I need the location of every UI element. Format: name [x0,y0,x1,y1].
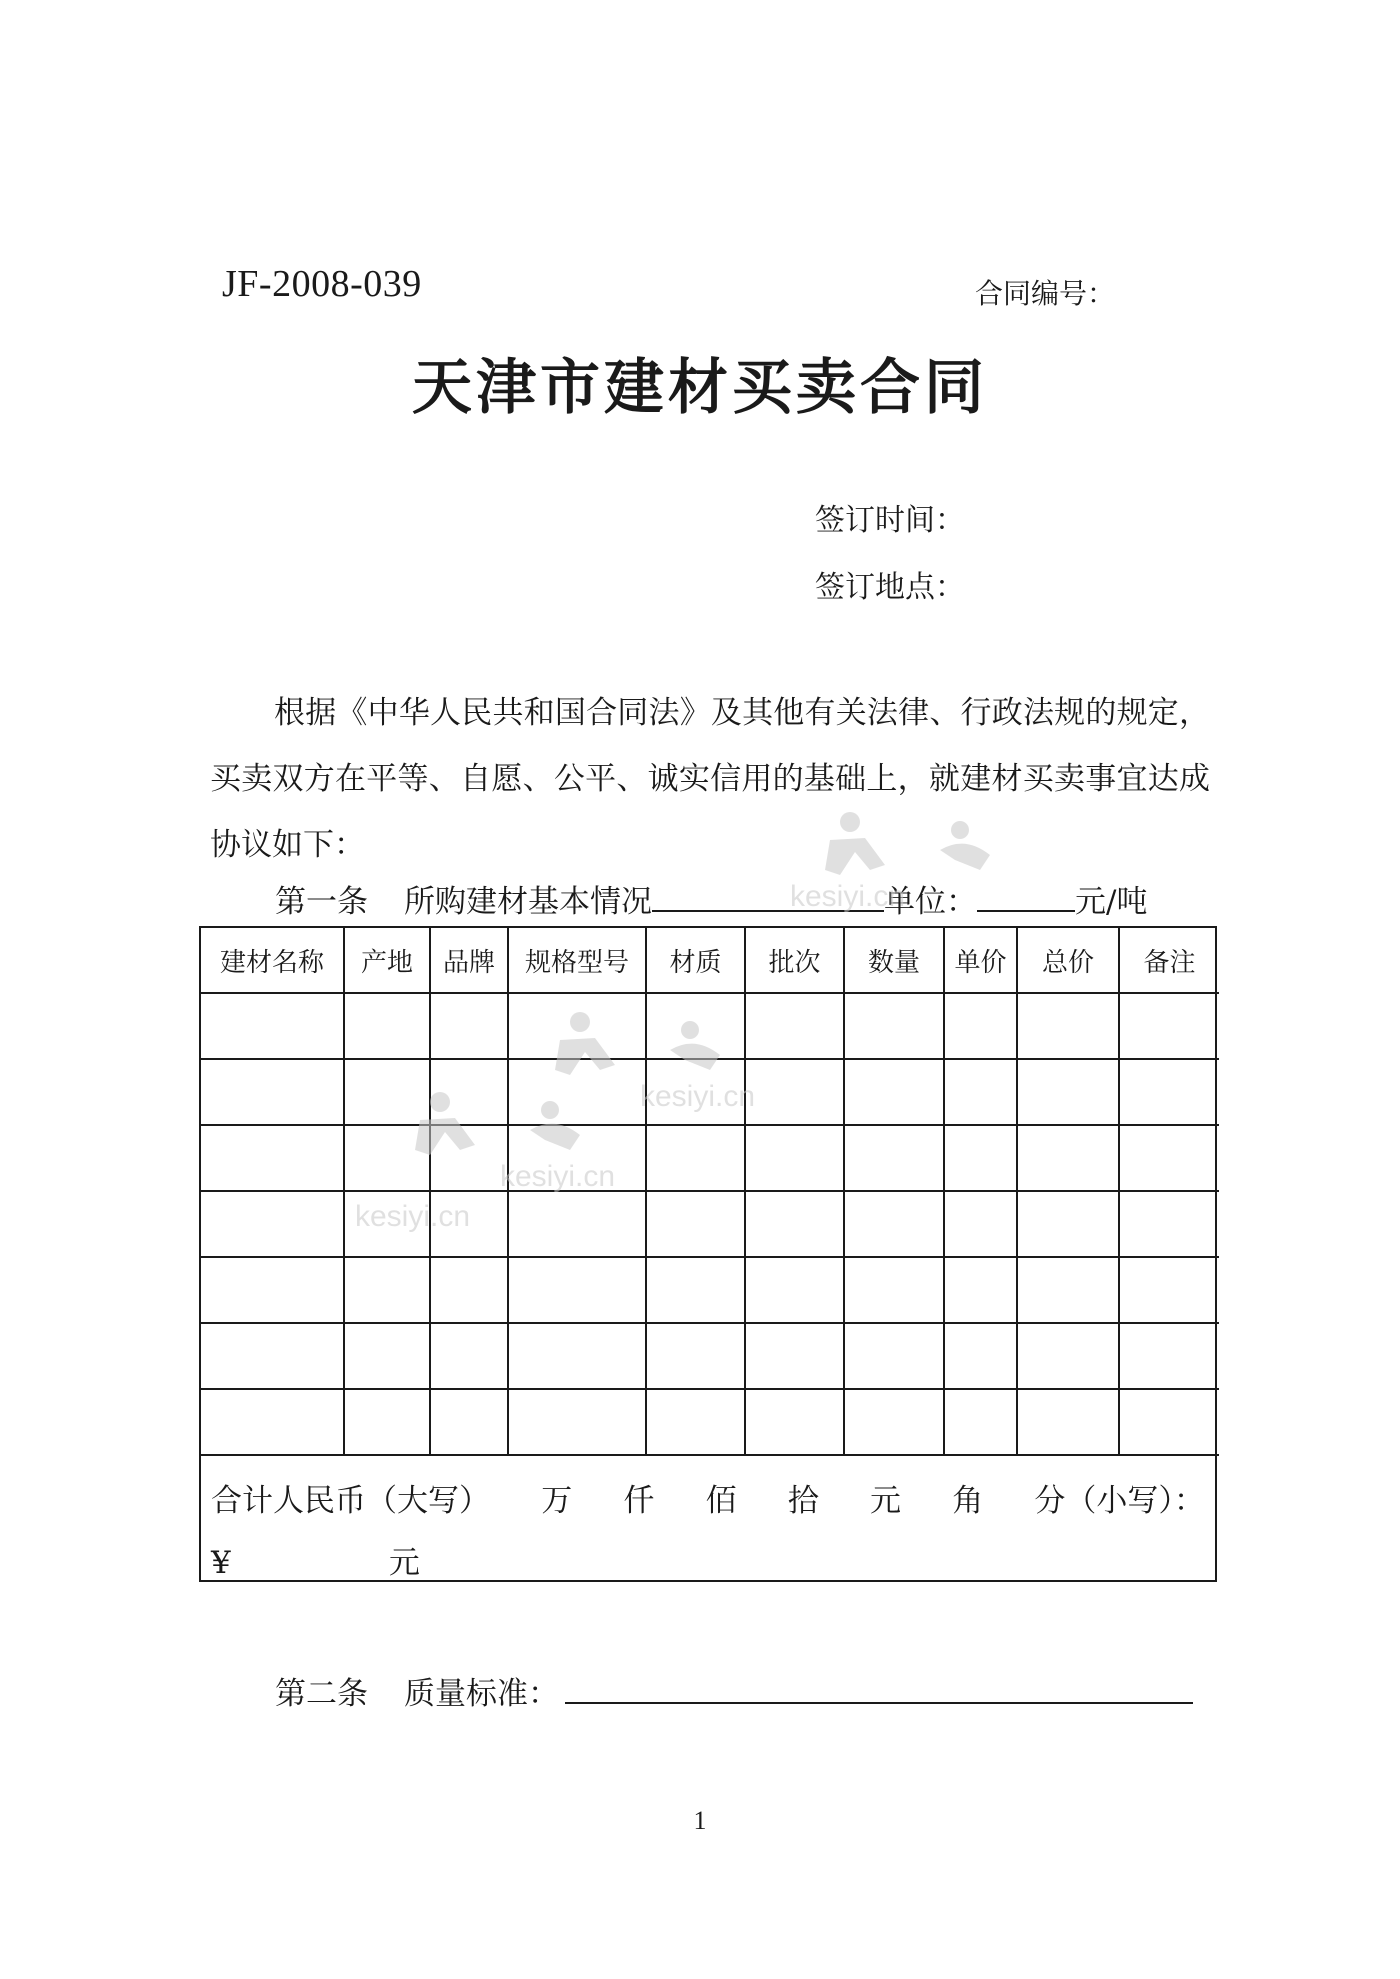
watermark-text: kesiyi.cn [790,880,906,913]
table-cell[interactable] [646,1257,745,1323]
table-cell[interactable] [1119,993,1219,1059]
table-cell[interactable] [430,993,508,1059]
table-row [201,1389,1219,1455]
table-cell[interactable] [944,1257,1017,1323]
table-cell[interactable] [1119,1191,1219,1257]
table-cell[interactable] [944,1389,1017,1455]
document-code: JF-2008-039 [222,263,422,305]
table-cell[interactable] [344,1257,430,1323]
header-spec-model: 规格型号 [508,928,646,993]
table-cell[interactable] [508,1191,646,1257]
table-cell[interactable] [1017,993,1119,1059]
table-cell[interactable] [646,1191,745,1257]
watermark-text: kesiyi.cn [355,1200,471,1233]
table-cell[interactable] [1119,1323,1219,1389]
quality-standard-blank-field[interactable] [565,1672,1193,1704]
total-unit-yuan: 元 [870,1483,902,1519]
intro-paragraph: 根据《中华人民共和国合同法》及其他有关法律、行政法规的规定，买卖双方在平等、自愿、公平、诚实信用的基础上，就建材买卖事宜达成协议如下： [210,695,1210,863]
contract-number-label: 合同编号： [975,277,1116,310]
article-2-number: 第二条 [275,1676,368,1712]
header-origin: 产地 [344,928,430,993]
page-title: 天津市建材买卖合同 [412,353,988,423]
table-cell[interactable] [1017,1125,1119,1191]
page-number: 1 [693,1806,707,1835]
table-cell[interactable] [646,1323,745,1389]
table-cell[interactable] [1119,1125,1219,1191]
table-cell[interactable] [745,1191,844,1257]
table-cell[interactable] [1017,1059,1119,1125]
table-cell[interactable] [430,1323,508,1389]
table-cell[interactable] [745,1389,844,1455]
total-unit-wan: 万 [541,1483,573,1519]
table-cell[interactable] [844,993,944,1059]
total-unit-qian: 仟 [623,1483,655,1519]
materials-grid [201,928,1219,1456]
header-material-name: 建材名称 [201,928,344,993]
table-cell[interactable] [646,1125,745,1191]
watermark [790,810,1020,914]
header-brand: 品牌 [430,928,508,993]
table-cell[interactable] [745,993,844,1059]
table-cell[interactable] [745,1125,844,1191]
table-cell[interactable] [1017,1389,1119,1455]
table-cell[interactable] [344,1323,430,1389]
yen-symbol: ¥ [211,1545,231,1581]
table-cell[interactable] [344,993,430,1059]
total-lowercase-line [211,1532,1205,1594]
table-cell[interactable] [508,1323,646,1389]
table-cell[interactable] [344,1389,430,1455]
header-material: 材质 [646,928,745,993]
article-1-unit-suffix: 元/吨 [1075,884,1148,920]
table-cell[interactable] [201,1389,344,1455]
table-cell[interactable] [944,1323,1017,1389]
table-header-row [201,928,1219,993]
table-cell[interactable] [844,1059,944,1125]
table-cell[interactable] [201,1257,344,1323]
article-1-title: 所购建材基本情况 [404,884,652,920]
header-batch: 批次 [745,928,844,993]
table-row [201,1323,1219,1389]
total-amount-row [201,1456,1215,1594]
table-cell[interactable] [745,1323,844,1389]
table-row [201,1191,1219,1257]
table-cell[interactable] [508,1389,646,1455]
table-cell[interactable] [1119,1257,1219,1323]
table-cell[interactable] [844,1323,944,1389]
yuan-label: 元 [388,1545,420,1581]
header-remarks: 备注 [1119,928,1219,993]
table-row [201,1125,1219,1191]
table-cell[interactable] [944,1059,1017,1125]
total-amount-line [211,1470,1205,1532]
table-row [201,1257,1219,1323]
total-unit-fen-lowercase: 分（小写）： [1034,1483,1205,1519]
header-unit-price: 单价 [944,928,1017,993]
watermark [355,1200,470,1234]
article-2-title: 质量标准： [404,1676,559,1712]
table-cell[interactable] [430,1257,508,1323]
table-cell[interactable] [745,1257,844,1323]
total-unit-shi: 拾 [787,1483,819,1519]
table-cell[interactable] [1017,1323,1119,1389]
table-cell[interactable] [201,1059,344,1125]
table-cell[interactable] [201,1323,344,1389]
table-cell[interactable] [201,993,344,1059]
table-cell[interactable] [1017,1191,1119,1257]
table-cell[interactable] [430,1389,508,1455]
watermark [380,1090,615,1194]
header-quantity: 数量 [844,928,944,993]
total-label: 合计人民币（大写） [211,1483,490,1519]
total-unit-bai: 佰 [705,1483,737,1519]
watermark-runner-icon [520,1010,750,1080]
watermark-runner-icon [380,1090,610,1160]
table-cell[interactable] [508,1257,646,1323]
table-cell[interactable] [201,1191,344,1257]
article-1-number: 第一条 [275,884,368,920]
table-cell[interactable] [745,1059,844,1125]
total-unit-jiao: 角 [952,1483,984,1519]
table-cell[interactable] [944,993,1017,1059]
watermark-text: kesiyi.cn [640,1080,756,1113]
table-cell[interactable] [844,1191,944,1257]
watermark-runner-icon [790,810,1020,880]
header-total-price: 总价 [1017,928,1119,993]
article-2-heading [275,1668,1193,1713]
table-cell[interactable] [1119,1059,1219,1125]
table-cell[interactable] [1119,1389,1219,1455]
table-cell[interactable] [944,1191,1017,1257]
table-cell[interactable] [844,1125,944,1191]
signing-place-label: 签订地点： [815,570,965,605]
table-cell[interactable] [646,1389,745,1455]
table-cell[interactable] [844,1257,944,1323]
table-cell[interactable] [844,1389,944,1455]
watermark-text: kesiyi.cn [500,1160,616,1193]
table-cell[interactable] [201,1125,344,1191]
table-cell[interactable] [1017,1257,1119,1323]
table-cell[interactable] [944,1125,1017,1191]
signing-time-label: 签订时间： [815,503,965,538]
article-1-unit-label: 单位： [884,884,977,920]
